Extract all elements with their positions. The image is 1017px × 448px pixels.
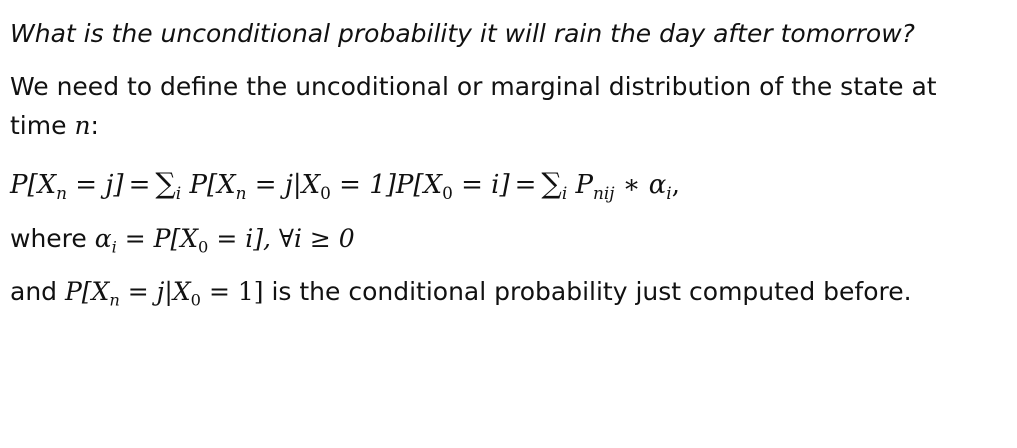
formula-rhs-end: , (671, 170, 680, 200)
time-variable: n (74, 111, 91, 140)
conditional-expr-end: = 1] (201, 277, 264, 306)
slide-content (10, 14, 1000, 311)
where-eq: = (116, 224, 154, 253)
conditional-sub-n: n (109, 290, 120, 310)
conditional-expr-mid: = j|X (119, 277, 191, 306)
conditional-text: is the conditional probability just computed before. (263, 277, 912, 306)
formula-mid-sub-0: 0 (320, 182, 331, 203)
where-clause (10, 219, 1000, 258)
formula-rhs-alpha-sub: i (666, 182, 672, 203)
conditional-clause (10, 272, 1000, 311)
formula-lhs-sub: n (56, 182, 68, 203)
marginal-distribution-formula: $P[X_n = j] = \sum_i$ $P[X_n = j|X_0 = 1]P[X_0 = i] = \sum_i$ $P_{nij}$ ∗ $\alpha_i$, (10, 166, 680, 203)
formula-mid-rest2: = 1]P[X (330, 170, 443, 200)
formula-mid-rest1: = j|X (246, 170, 321, 200)
sum-symbol: ∑ (155, 166, 176, 200)
alpha-symbol: α (94, 224, 112, 253)
sum-index-2: i (561, 182, 568, 203)
where-label: where (10, 224, 95, 253)
where-expr-rest: = i], ∀i ≥ 0 (208, 224, 355, 253)
formula-rhs-p-sub: nij (593, 182, 615, 203)
alpha-sub: i (111, 237, 117, 257)
conditional-sub-0: 0 (190, 290, 201, 310)
intro-text-before: We need to define the uncoditional or marginal distribution of the state at time (10, 72, 937, 140)
formula-rhs-p: P (575, 170, 593, 200)
formula-mid: P[X (189, 170, 236, 200)
where-expr-sub: 0 (198, 237, 209, 257)
conditional-label: and (10, 277, 65, 306)
intro-text (10, 67, 1000, 145)
formula-rhs-times: ∗ α (614, 170, 667, 200)
formula-lhs-rest: = j] (67, 170, 124, 200)
formula-mid-sub-0b: 0 (442, 182, 453, 203)
sum-index: i (175, 182, 182, 203)
question-text: What is the unconditional probability it will rain the day after tomorrow? (10, 19, 915, 48)
formula-lhs: P[X (10, 170, 57, 200)
intro-text-after: : (90, 111, 99, 140)
conditional-expr: P[X (64, 277, 110, 306)
where-expr: P[X (153, 224, 199, 253)
formula-mid-rest3: = i] (452, 170, 510, 200)
sum-symbol-2: ∑ (541, 166, 562, 200)
formula-mid-sub-n: n (235, 182, 247, 203)
